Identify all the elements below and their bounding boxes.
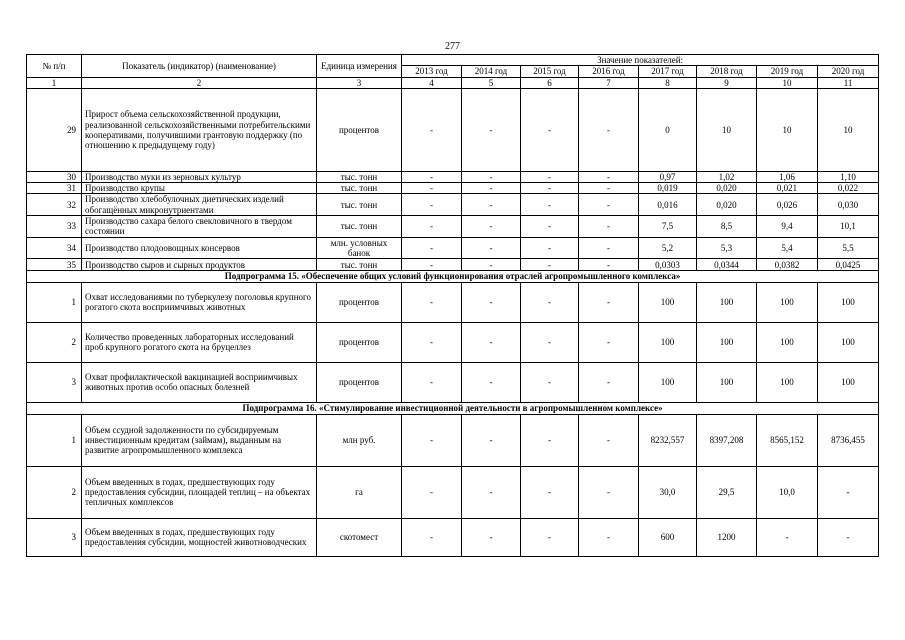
- table-row: [27, 194, 879, 216]
- indicator-name: Количество проведенных лабораторных исследований проб крупного рогатого скота на бруцеллез: [82, 322, 317, 362]
- value-cell: 5,2: [639, 237, 697, 259]
- value-cell: 10,1: [818, 216, 879, 238]
- header-column-number: 8: [639, 77, 697, 88]
- unit-cell: тыс. тонн: [317, 171, 402, 182]
- unit-cell: тыс. тонн: [317, 216, 402, 238]
- table-row: [27, 466, 879, 518]
- value-cell: 100: [697, 362, 757, 402]
- value-cell: 0,030: [818, 194, 879, 216]
- header-column-number: 3: [317, 77, 402, 88]
- value-cell: 100: [697, 282, 757, 322]
- value-cell: 10: [757, 88, 818, 171]
- indicator-name: Прирост объема сельскохозяйственной продукции, реализованной сельскохозяйственными потребительскими кооперативами, получившими грантовую поддержку (по отношению к предыдущему году): [82, 88, 317, 171]
- value-cell: 29,5: [697, 466, 757, 518]
- value-cell: -: [402, 216, 462, 238]
- indicator-name: Объем ссудной задолженности по субсидируемым инвестиционным кредитам (займам), выданным на развитие агропромышленного комплекса: [82, 414, 317, 466]
- table-body: [27, 88, 879, 556]
- value-cell: -: [462, 259, 521, 271]
- value-cell: -: [402, 414, 462, 466]
- indicator-name: Производство крупы: [82, 183, 317, 194]
- value-cell: 0,019: [639, 183, 697, 194]
- row-number: 29: [27, 88, 82, 171]
- table-row: [27, 216, 879, 238]
- value-cell: 10,0: [757, 466, 818, 518]
- header-year: 2015 год: [521, 66, 579, 77]
- section-row: [27, 402, 879, 414]
- header-column-number: 9: [697, 77, 757, 88]
- section-title: Подпрограмма 15. «Обеспечение общих условий функционирования отраслей агропромышленного комплекса»: [27, 271, 879, 282]
- value-cell: 100: [818, 362, 879, 402]
- value-cell: 8736,455: [818, 414, 879, 466]
- value-cell: -: [462, 194, 521, 216]
- value-cell: -: [402, 183, 462, 194]
- header-column-number: 10: [757, 77, 818, 88]
- indicator-name: Производство сахара белого свекловичного в твердом состоянии: [82, 216, 317, 238]
- value-cell: -: [579, 88, 639, 171]
- row-number: 3: [27, 518, 82, 556]
- value-cell: -: [521, 88, 579, 171]
- value-cell: 1,10: [818, 171, 879, 182]
- unit-cell: скотомест: [317, 518, 402, 556]
- value-cell: -: [462, 518, 521, 556]
- value-cell: 100: [818, 322, 879, 362]
- table-row: [27, 518, 879, 556]
- header-column-number: 1: [27, 77, 82, 88]
- table-row: [27, 282, 879, 322]
- value-cell: 8,5: [697, 216, 757, 238]
- value-cell: -: [521, 183, 579, 194]
- section-row: [27, 271, 879, 282]
- value-cell: -: [521, 216, 579, 238]
- header-year: 2017 год: [639, 66, 697, 77]
- value-cell: 100: [639, 282, 697, 322]
- value-cell: 9,4: [757, 216, 818, 238]
- unit-cell: млн руб.: [317, 414, 402, 466]
- unit-cell: процентов: [317, 282, 402, 322]
- indicators-table: [26, 54, 879, 557]
- header-column-number: 7: [579, 77, 639, 88]
- value-cell: -: [521, 237, 579, 259]
- header-year: 2013 год: [402, 66, 462, 77]
- table-row: [27, 237, 879, 259]
- row-number: 3: [27, 362, 82, 402]
- indicator-name: Производство плодоовощных консервов: [82, 237, 317, 259]
- value-cell: 0,0303: [639, 259, 697, 271]
- row-number: 1: [27, 282, 82, 322]
- table-row: [27, 88, 879, 171]
- value-cell: -: [579, 322, 639, 362]
- value-cell: 100: [639, 362, 697, 402]
- value-cell: 0,021: [757, 183, 818, 194]
- value-cell: -: [462, 282, 521, 322]
- value-cell: 1200: [697, 518, 757, 556]
- value-cell: -: [579, 414, 639, 466]
- value-cell: 0,97: [639, 171, 697, 182]
- table-row: [27, 362, 879, 402]
- value-cell: -: [402, 282, 462, 322]
- header-column-numbers-row: [27, 77, 879, 88]
- value-cell: 8397,208: [697, 414, 757, 466]
- section-title: Подпрограмма 16. «Стимулирование инвестиционной деятельности в агропромышленном комплексе»: [27, 402, 879, 414]
- table-row: [27, 414, 879, 466]
- indicator-name: Объем введенных в годах, предшествующих году предоставления субсидии, площадей теплиц – на объектах тепличных комплексов: [82, 466, 317, 518]
- value-cell: -: [462, 414, 521, 466]
- row-number: 33: [27, 216, 82, 238]
- unit-cell: процентов: [317, 362, 402, 402]
- value-cell: -: [521, 259, 579, 271]
- row-number: 32: [27, 194, 82, 216]
- value-cell: 7,5: [639, 216, 697, 238]
- indicator-name: Охват исследованиями по туберкулезу поголовья крупного рогатого скота восприимчивых животных: [82, 282, 317, 322]
- indicator-name: Производство хлебобулочных диетических изделий обогащённых микронутриентами: [82, 194, 317, 216]
- value-cell: 100: [697, 322, 757, 362]
- value-cell: -: [521, 322, 579, 362]
- header-year: 2016 год: [579, 66, 639, 77]
- value-cell: -: [521, 362, 579, 402]
- table-row: [27, 171, 879, 182]
- header-indicator: Показатель (индикатор) (наименование): [82, 55, 317, 78]
- value-cell: -: [402, 88, 462, 171]
- value-cell: 100: [757, 322, 818, 362]
- unit-cell: га: [317, 466, 402, 518]
- indicator-name: Охват профилактической вакцинацией восприимчивых животных против особо опасных болезней: [82, 362, 317, 402]
- value-cell: -: [579, 362, 639, 402]
- value-cell: -: [402, 322, 462, 362]
- header-column-number: 5: [462, 77, 521, 88]
- value-cell: -: [757, 518, 818, 556]
- header-values: Значение показателей:: [402, 55, 879, 66]
- value-cell: -: [402, 259, 462, 271]
- value-cell: -: [521, 518, 579, 556]
- header-column-number: 6: [521, 77, 579, 88]
- value-cell: -: [462, 216, 521, 238]
- row-number: 2: [27, 466, 82, 518]
- row-number: 34: [27, 237, 82, 259]
- header-year: 2019 год: [757, 66, 818, 77]
- value-cell: -: [462, 466, 521, 518]
- value-cell: -: [462, 237, 521, 259]
- value-cell: 0,0382: [757, 259, 818, 271]
- value-cell: 1,02: [697, 171, 757, 182]
- value-cell: -: [579, 216, 639, 238]
- row-number: 35: [27, 259, 82, 271]
- value-cell: 30,0: [639, 466, 697, 518]
- table-row: [27, 259, 879, 271]
- header-year: 2018 год: [697, 66, 757, 77]
- unit-cell: процентов: [317, 322, 402, 362]
- value-cell: 0,020: [697, 194, 757, 216]
- value-cell: -: [521, 414, 579, 466]
- value-cell: -: [579, 466, 639, 518]
- value-cell: -: [579, 259, 639, 271]
- value-cell: -: [521, 466, 579, 518]
- value-cell: 5,3: [697, 237, 757, 259]
- value-cell: -: [521, 282, 579, 322]
- value-cell: -: [818, 466, 879, 518]
- row-number: 30: [27, 171, 82, 182]
- header-column-number: 4: [402, 77, 462, 88]
- value-cell: 0,016: [639, 194, 697, 216]
- value-cell: -: [462, 322, 521, 362]
- unit-cell: тыс. тонн: [317, 194, 402, 216]
- value-cell: 8232,557: [639, 414, 697, 466]
- value-cell: 0,022: [818, 183, 879, 194]
- indicator-name: Объем введенных в годах, предшествующих году предоставления субсидии, мощностей животноводческих: [82, 518, 317, 556]
- value-cell: 100: [639, 322, 697, 362]
- value-cell: -: [402, 237, 462, 259]
- value-cell: 0,026: [757, 194, 818, 216]
- value-cell: 100: [818, 282, 879, 322]
- indicator-name: Производство сыров и сырных продуктов: [82, 259, 317, 271]
- value-cell: -: [579, 194, 639, 216]
- unit-cell: процентов: [317, 88, 402, 171]
- row-number: 1: [27, 414, 82, 466]
- value-cell: 600: [639, 518, 697, 556]
- row-number: 31: [27, 183, 82, 194]
- row-number: 2: [27, 322, 82, 362]
- page-number: 277: [445, 41, 460, 52]
- table-row: [27, 322, 879, 362]
- value-cell: -: [521, 194, 579, 216]
- value-cell: -: [402, 518, 462, 556]
- value-cell: -: [579, 282, 639, 322]
- value-cell: 5,4: [757, 237, 818, 259]
- value-cell: -: [462, 362, 521, 402]
- value-cell: -: [462, 88, 521, 171]
- header-column-number: 2: [82, 77, 317, 88]
- header-column-number: 11: [818, 77, 879, 88]
- table-header: [27, 55, 879, 89]
- value-cell: 1,06: [757, 171, 818, 182]
- header-year: 2020 год: [818, 66, 879, 77]
- value-cell: 0,0344: [697, 259, 757, 271]
- value-cell: 0: [639, 88, 697, 171]
- value-cell: 100: [757, 282, 818, 322]
- unit-cell: млн. условных банок: [317, 237, 402, 259]
- value-cell: -: [579, 518, 639, 556]
- header-year: 2014 год: [462, 66, 521, 77]
- value-cell: 8565,152: [757, 414, 818, 466]
- header-no: № п/п: [27, 55, 82, 78]
- table-row: [27, 183, 879, 194]
- value-cell: 0,0425: [818, 259, 879, 271]
- value-cell: -: [402, 466, 462, 518]
- value-cell: 10: [697, 88, 757, 171]
- unit-cell: тыс. тонн: [317, 259, 402, 271]
- value-cell: -: [818, 518, 879, 556]
- header-unit: Единица измерения: [317, 55, 402, 78]
- value-cell: -: [402, 171, 462, 182]
- value-cell: 5,5: [818, 237, 879, 259]
- value-cell: -: [579, 237, 639, 259]
- value-cell: -: [579, 183, 639, 194]
- value-cell: -: [402, 362, 462, 402]
- indicator-name: Производство муки из зерновых культур: [82, 171, 317, 182]
- value-cell: -: [521, 171, 579, 182]
- value-cell: -: [462, 171, 521, 182]
- value-cell: 10: [818, 88, 879, 171]
- value-cell: 100: [757, 362, 818, 402]
- value-cell: -: [462, 183, 521, 194]
- value-cell: -: [579, 171, 639, 182]
- value-cell: 0,020: [697, 183, 757, 194]
- value-cell: -: [402, 194, 462, 216]
- unit-cell: тыс. тонн: [317, 183, 402, 194]
